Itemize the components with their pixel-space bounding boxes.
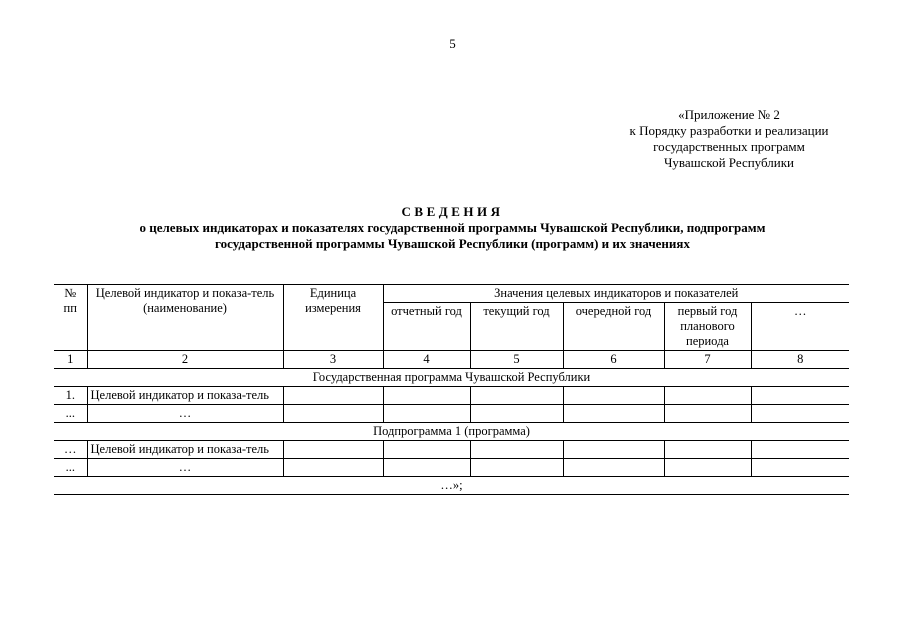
row-indicator-name: … [87, 459, 283, 477]
cell [283, 405, 383, 423]
header-more: … [751, 303, 849, 351]
appendix-reference [610, 107, 848, 171]
table-row [54, 441, 849, 459]
table-row [54, 405, 849, 423]
section-title: Подпрограмма 1 (программа) [54, 423, 849, 441]
cell [664, 441, 751, 459]
table-footer-row [54, 477, 849, 495]
header-reporting-year: отчетный год [383, 303, 470, 351]
column-number: 7 [664, 351, 751, 369]
cell [563, 387, 664, 405]
column-number: 8 [751, 351, 849, 369]
row-num: 1. [54, 387, 87, 405]
section-row [54, 369, 849, 387]
column-number: 5 [470, 351, 563, 369]
header-current-year: текущий год [470, 303, 563, 351]
cell [563, 441, 664, 459]
document-subtitle: о целевых индикаторах и показателях государственной программы Чувашской Республики, подпрограмм [139, 220, 766, 235]
cell [283, 441, 383, 459]
cell [283, 387, 383, 405]
row-num: … [54, 441, 87, 459]
table-footer: …»; [54, 477, 849, 495]
header-first-plan-year: первый год планового периода [664, 303, 751, 351]
indicators-table [54, 284, 849, 495]
appendix-line: государственных программ [653, 139, 805, 154]
column-number: 2 [87, 351, 283, 369]
cell [664, 405, 751, 423]
row-num: ... [54, 459, 87, 477]
column-number: 3 [283, 351, 383, 369]
section-row [54, 423, 849, 441]
row-indicator-name: … [87, 405, 283, 423]
cell [283, 459, 383, 477]
appendix-line: к Порядку разработки и реализации [629, 123, 829, 138]
header-num: № пп [54, 285, 87, 351]
cell [664, 459, 751, 477]
appendix-line: Чувашской Республики [663, 155, 795, 170]
cell [664, 387, 751, 405]
cell [470, 441, 563, 459]
column-number: 1 [54, 351, 87, 369]
document-subtitle: государственной программы Чувашской Республики (программ) и их значениях [215, 236, 690, 251]
header-values-group: Значения целевых индикаторов и показателей [383, 285, 849, 303]
document-heading [0, 204, 905, 252]
column-number: 4 [383, 351, 470, 369]
table-row [54, 459, 849, 477]
header-unit: Единица измерения [283, 285, 383, 351]
cell [383, 387, 470, 405]
section-title: Государственная программа Чувашской Республики [54, 369, 849, 387]
header-next-year: очередной год [563, 303, 664, 351]
cell [563, 405, 664, 423]
cell [383, 441, 470, 459]
cell [751, 441, 849, 459]
row-indicator-name: Целевой индикатор и показа-тель [87, 387, 283, 405]
column-number-row [54, 351, 849, 369]
cell [383, 405, 470, 423]
cell [470, 387, 563, 405]
column-number: 6 [563, 351, 664, 369]
appendix-line: «Приложение № 2 [678, 107, 780, 122]
cell [751, 387, 849, 405]
cell [751, 405, 849, 423]
table-header-row [54, 285, 849, 303]
page-number: 5 [449, 36, 456, 51]
cell [751, 459, 849, 477]
cell [563, 459, 664, 477]
table-row [54, 387, 849, 405]
document-title: СВЕДЕНИЯ [401, 204, 504, 219]
header-indicator: Целевой индикатор и показа-тель (наименование) [87, 285, 283, 351]
cell [470, 405, 563, 423]
row-indicator-name: Целевой индикатор и показа-тель [87, 441, 283, 459]
cell [470, 459, 563, 477]
row-num: ... [54, 405, 87, 423]
cell [383, 459, 470, 477]
